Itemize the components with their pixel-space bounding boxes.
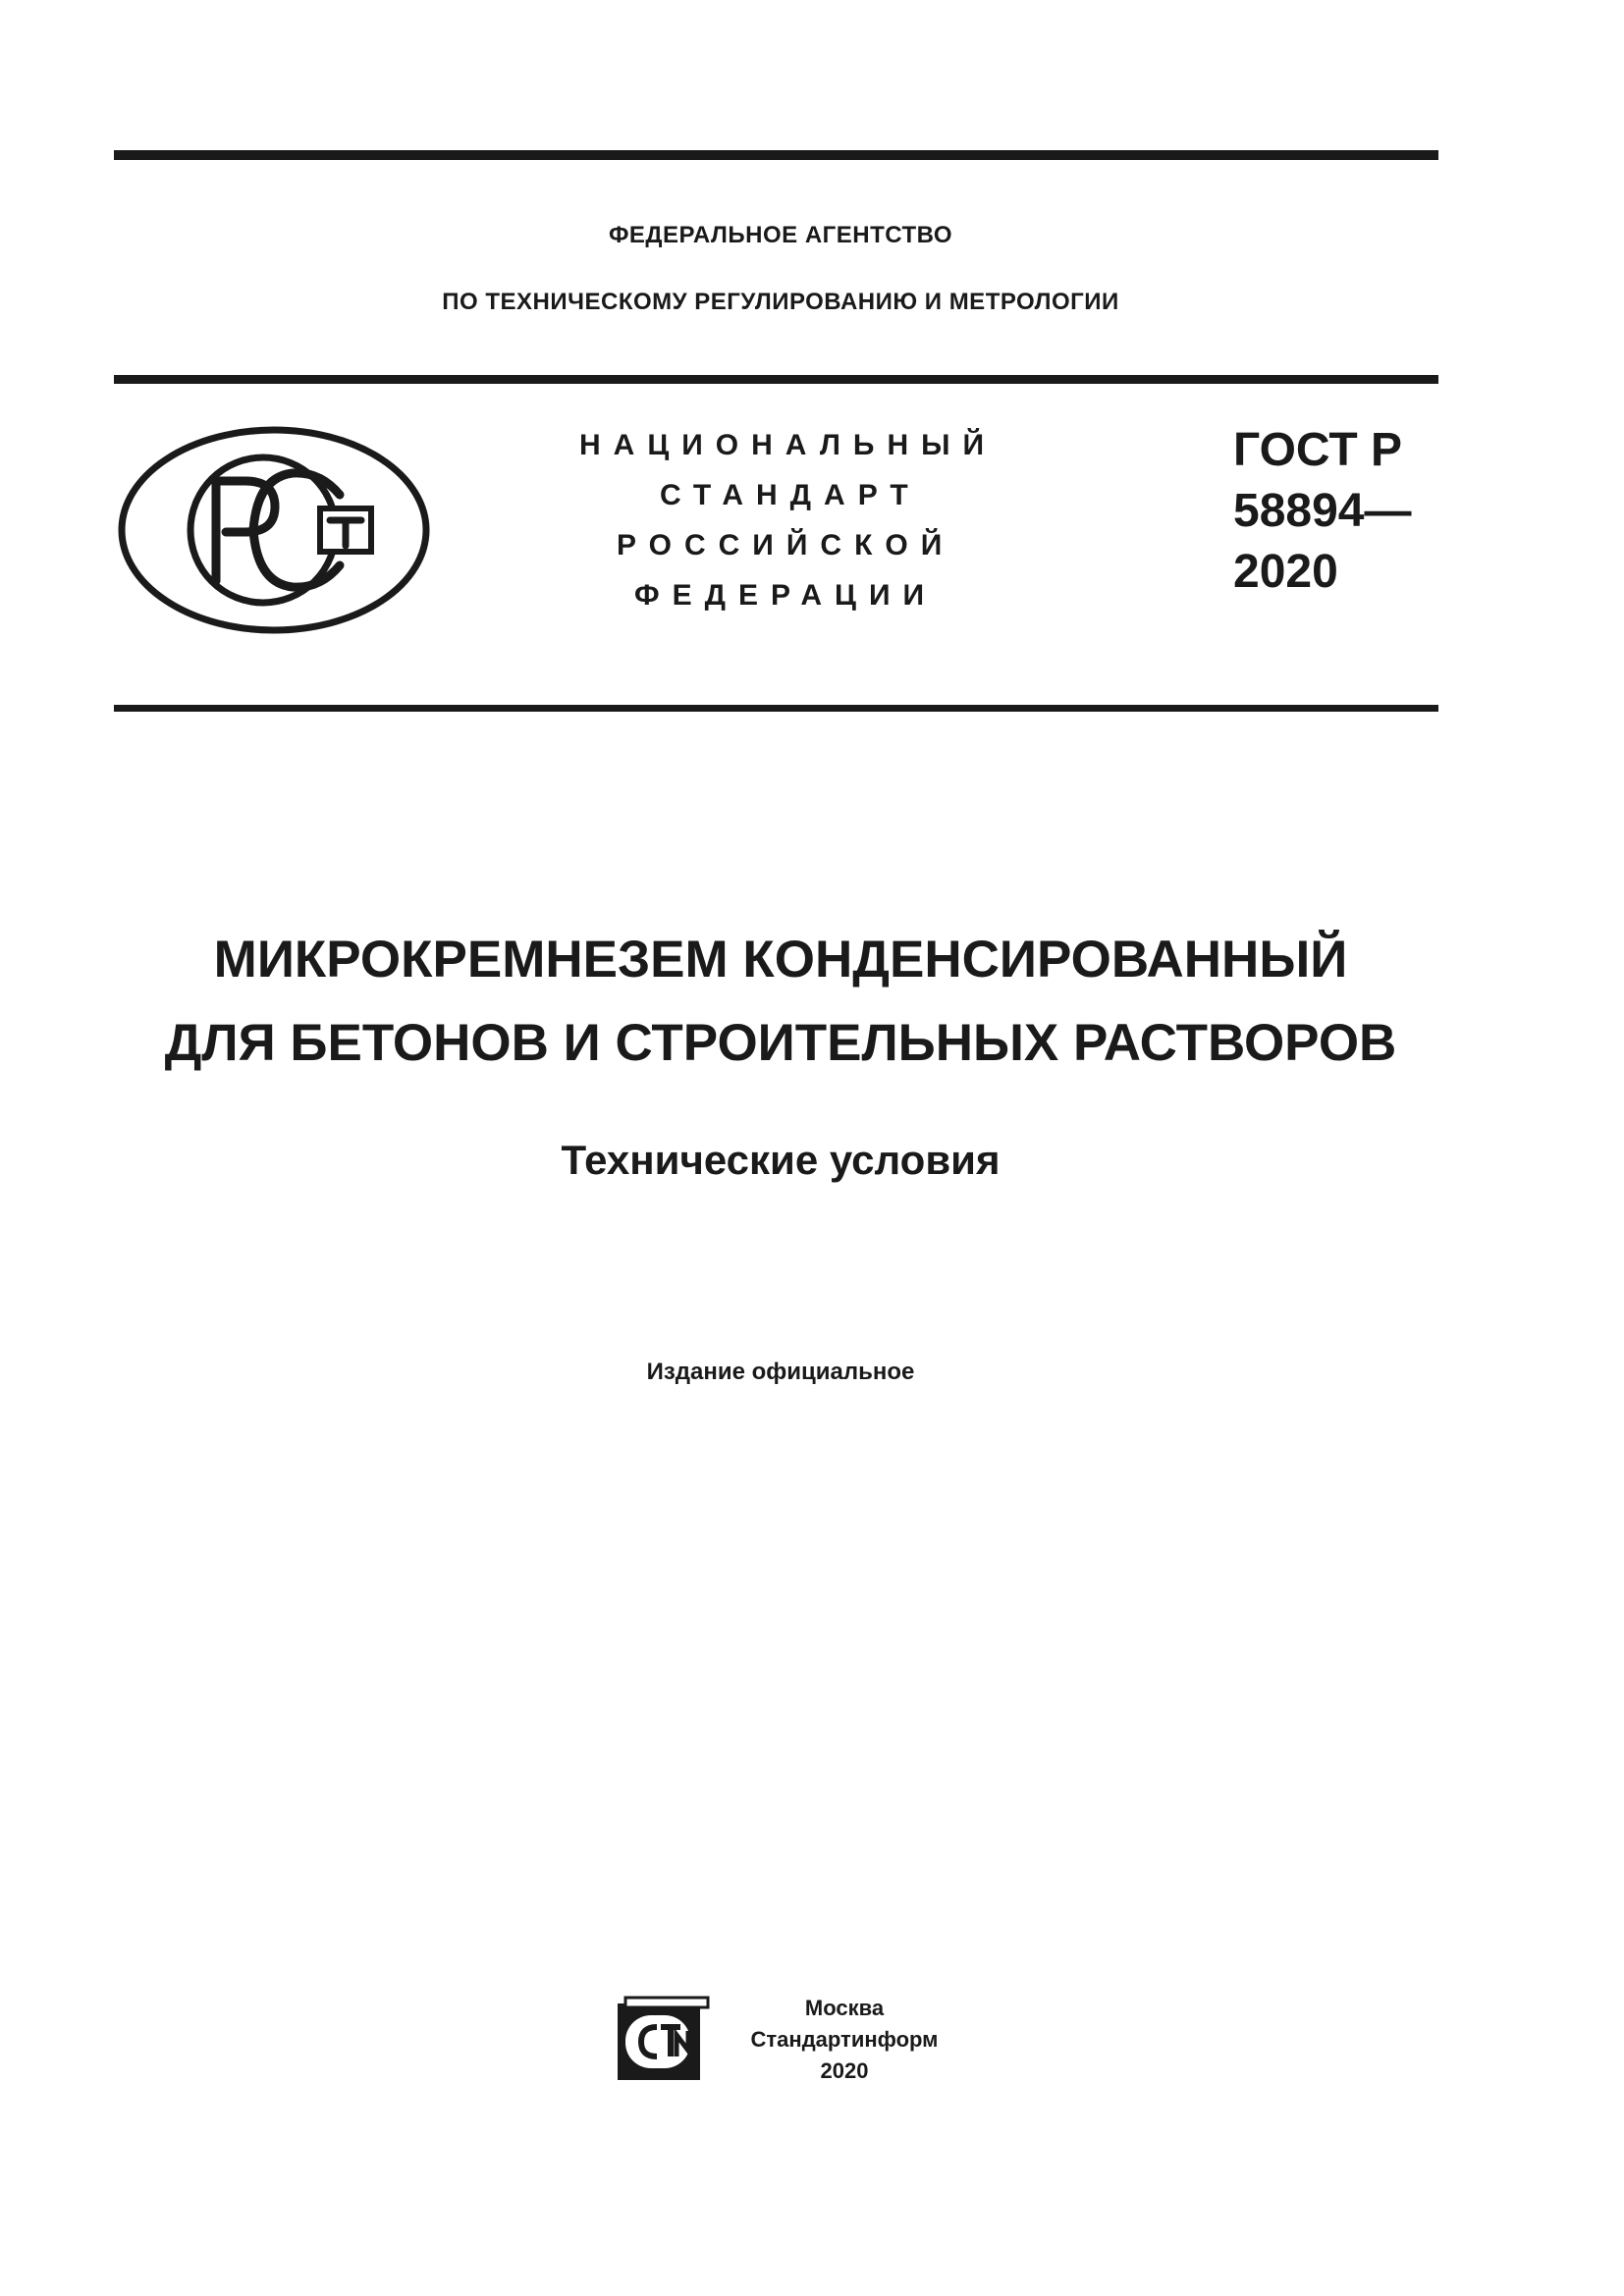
publisher-city: Москва	[804, 1996, 885, 2020]
national-standard-label	[550, 420, 1011, 620]
agency-name-line1: ФЕДЕРАЛЬНОЕ АГЕНТСТВО	[608, 222, 953, 248]
national-line-4: ФЕДЕРАЦИИ	[634, 579, 938, 612]
header-divider	[114, 375, 1438, 384]
national-line-3: РОССИЙСКОЙ	[617, 529, 955, 561]
standard-designation	[1233, 420, 1411, 603]
edition-note: Издание официальное	[646, 1359, 915, 1385]
designation-line-1: ГОСТ Р	[1233, 424, 1403, 476]
designation-line-2: 58894—	[1233, 485, 1412, 537]
rst-gost-emblem-icon	[116, 424, 432, 636]
national-line-1: НАЦИОНАЛЬНЫЙ	[579, 429, 998, 461]
publisher-info	[727, 1993, 962, 2087]
top-rule	[114, 150, 1438, 160]
publisher-year: 2020	[820, 2058, 869, 2083]
national-line-2: СТАНДАРТ	[660, 479, 921, 511]
agency-name-line2: ПО ТЕХНИЧЕСКОМУ РЕГУЛИРОВАНИЮ И МЕТРОЛОГИИ	[442, 289, 1119, 315]
title-line-1: МИКРОКРЕМНЕЗЕМ КОНДЕНСИРОВАННЫЙ	[213, 931, 1348, 988]
document-subtitle: Технические условия	[561, 1137, 1001, 1183]
standard-block-divider	[114, 705, 1438, 712]
title-line-2: ДЛЯ БЕТОНОВ И СТРОИТЕЛЬНЫХ РАСТВОРОВ	[164, 1014, 1397, 1072]
publisher-name: Стандартинформ	[750, 2027, 939, 2052]
designation-line-3: 2020	[1233, 546, 1338, 598]
standartinform-logo-icon	[616, 1996, 710, 2084]
document-title	[0, 918, 1561, 1085]
